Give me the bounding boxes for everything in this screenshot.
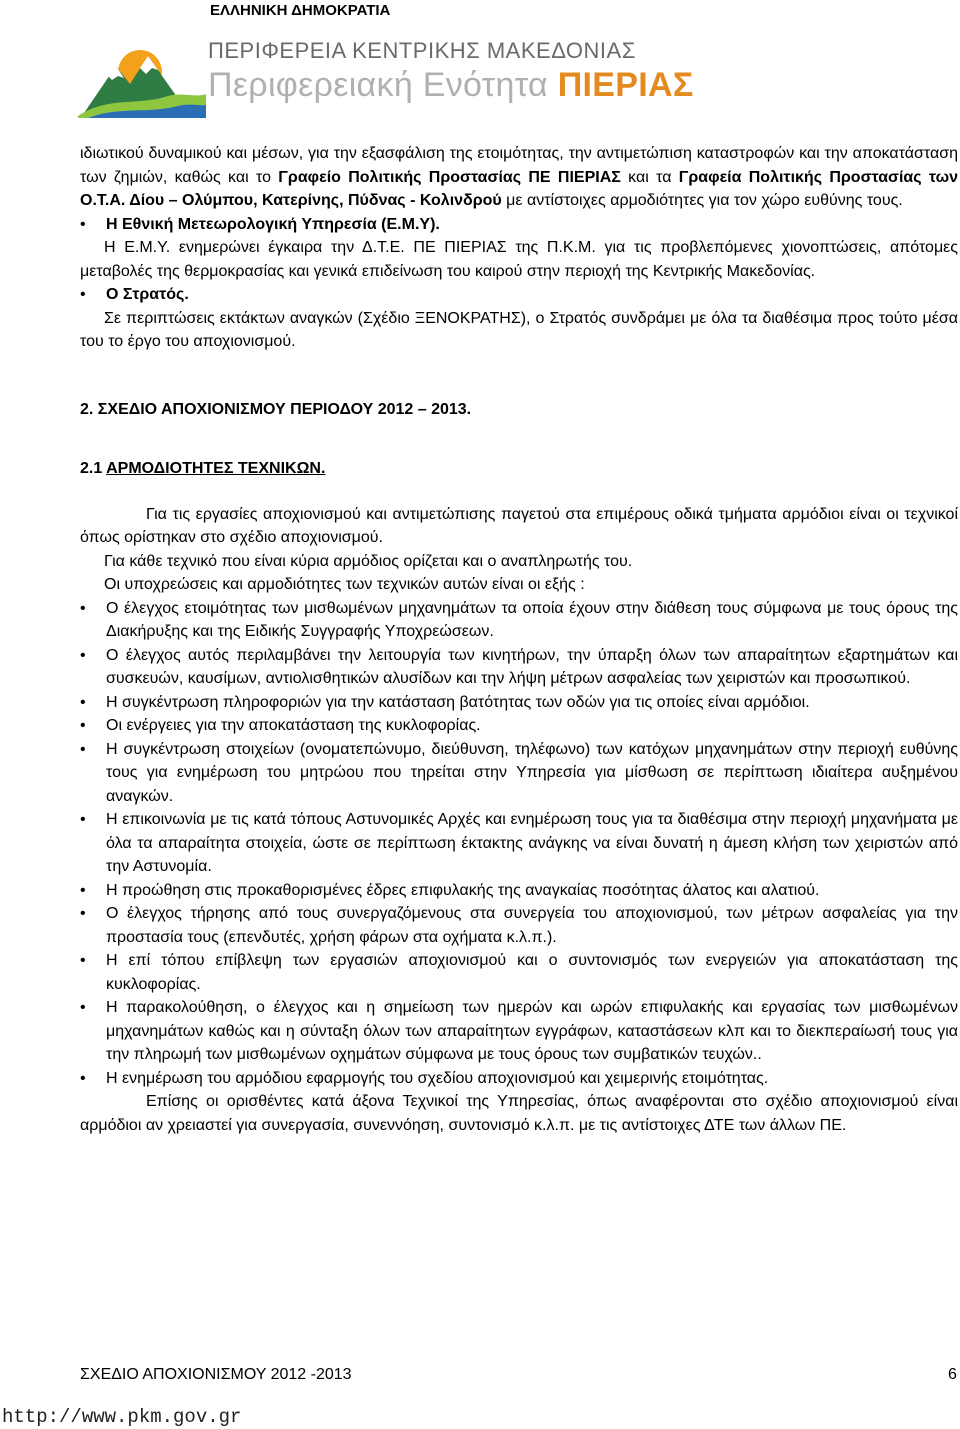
intro-text-2: και τα [620, 168, 679, 186]
list-item: • Η παρακολούθηση, ο έλεγχος και η σημείωση των ημερών και ωρών επιφυλακής και εργασίας των μισθωμένων μηχανημάτων καθώς και η σύνταξη όλων των απαραίτητων εγγράφων, καταστάσεων κλπ και το διεκπεραίωσή τους για την πληρωμή των μισθωμένων οχημάτων σύμφωνα με τους όρους των συμβατικών τευχών.. [80, 996, 958, 1067]
section-paragraph-2: Για κάθε τεχνικό που είναι κύρια αρμόδιος ορίζεται και ο αναπληρωτής του. [104, 552, 633, 570]
army-title: Ο Στρατός. [106, 286, 189, 303]
list-item: • Η συγκέντρωση πληροφοριών για την κατάσταση βατότητας των οδών για τις οποίες είναι αρμόδιοι. [80, 691, 958, 715]
closing-paragraph: Επίσης οι ορισθέντες κατά άξονα Τεχνικοί της Υπηρεσίας, όπως αναφέρονται στο σχέδιο αποχιονισμού είναι αρμόδιοι αν χρειαστεί για συνεργασία, συνεννόηση, συντονισμό κ.λ.π. με τις αντίστοιχες ΔΤΕ των άλλων ΠΕ. [80, 1093, 958, 1134]
emy-bullet [80, 213, 958, 237]
section-paragraph-1: Για τις εργασίες αποχιονισμού και αντιμετώπισης παγετού στα επιμέρους οδικά τμήματα αρμόδιοι είναι οι τεχνικοί όπως ορίστηκαν στο σχέδιο αποχιονισμού. [80, 505, 958, 546]
intro-text-1: ιδιωτικού δυναμικού και μέσων, για την εξασφάλιση της ετοιμότητας, την αντιμετώπιση καταστροφών και την αποκατάσταση των ζημιών, καθώς και το [80, 145, 958, 186]
subsection-heading: ΑΡΜΟΔΙΟΤΗΤΕΣ ΤΕΧΝΙΚΩΝ. [106, 460, 326, 477]
emy-title: Η Εθνική Μετεωρολογική Υπηρεσία (Ε.Μ.Υ). [106, 215, 440, 233]
emy-paragraph: Η Ε.Μ.Υ. ενημερώνει έγκαιρα την Δ.Τ.Ε. ΠΕ ΠΙΕΡΙΑΣ της Π.Κ.Μ. για τις προβλεπόμενες χιονοπτώσεις, απότομες μεταβολές της θερμοκρασίας και γενικά επιδείνωση του καιρού στην περιοχή της Κεντρικής Μακεδονίας. [80, 239, 958, 280]
list-item: • Η συγκέντρωση στοιχείων (ονοματεπώνυμο, διεύθυνση, τηλέφωνο) των κατόχων μηχανημάτων στην περιοχή ευθύνης τους για ενημέρωση του μητρώου που τηρείται στην Υπηρεσία για μίσθωση σε περίπτωση ιδιαίτερα αυξημένου αναγκών. [80, 738, 958, 809]
intro-text-3: με αντίστοιχες αρμοδιότητες για τον χώρο ευθύνης τους. [501, 192, 903, 209]
intro-paragraph [80, 142, 958, 213]
list-item: • Η προώθηση στις προκαθορισμένες έδρες επιφυλακής της αναγκαίας ποσότητας άλατος και αλατιού. [80, 879, 958, 903]
subsection-number: 2.1 [80, 460, 103, 477]
regional-unit-name [208, 66, 694, 105]
intro-bold-2: Γραφεία Πολιτικής Προστασίας των Ο.Τ.Α. Δίου – Ολύμπου, Κατερίνης, Πύδνας - Κολινδρού [80, 168, 959, 209]
intro-bold-1: Γραφείο Πολιτικής Προστασίας ΠΕ ΠΙΕΡΙΑΣ [278, 168, 621, 186]
list-item: • Ο έλεγχος αυτός περιλαμβάνει την λειτουργία των κινητήρων, την ύπαρξη όλων των απαραίτητων εξαρτημάτων και συσκευών, καυσίμων, αντιολισθητικών αλυσίδων και την λήψη μέτρων ασφαλείας των χειριστών και προσωπικού. [80, 644, 958, 691]
list-item: • Η ενημέρωση του αρμόδιου εφαρμογής του σχεδίου αποχιονισμού και χειμερινής ετοιμότητας. [80, 1067, 958, 1091]
region-name: ΠΕΡΙΦΕΡΕΙΑ ΚΕΝΤΡΙΚΗΣ ΜΑΚΕΔΟΝΙΑΣ [208, 38, 636, 63]
army-paragraph: Σε περιπτώσεις εκτάκτων αναγκών (Σχέδιο ΞΕΝΟΚΡΑΤΗΣ), ο Στρατός συνδράμει με όλα τα διαθέσιμα προς τούτο μέσα του το έργο του αποχιονισμού. [80, 309, 958, 350]
list-item: • Ο έλεγχος ετοιμότητας των μισθωμένων μηχανημάτων τα οποία έχουν στην διάθεση τους σύμφωνα με τους όρους της Διακήρυξης και της Ειδικής Συγγραφής Υποχρεώσεων. [80, 597, 958, 644]
section-paragraph-3: Οι υποχρεώσεις και αρμοδιότητες των τεχνικών αυτών είναι οι εξής : [104, 576, 585, 593]
mountain-sun-logo-icon [78, 26, 206, 118]
list-item: • Οι ενέργειες για την αποκατάσταση της κυκλοφορίας. [80, 714, 958, 738]
header-republic: ΕΛΛΗΝΙΚΗ ΔΗΜΟΚΡΑΤΙΑ [210, 2, 391, 19]
footer-doc-title: ΣΧΕΔΙΟ ΑΠΟΧΙΟΝΙΣΜΟΥ 2012 -2013 [80, 1366, 352, 1383]
section-title: 2. ΣΧΕΔΙΟ ΑΠΟΧΙΟΝΙΣΜΟΥ ΠΕΡΙΟΔΟΥ 2012 – 2013. [80, 400, 472, 418]
regional-unit-org: ΠΙΕΡΙΑΣ [557, 66, 694, 104]
duties-list [80, 597, 958, 1091]
regional-unit-prefix: Περιφερειακή Ενότητα [208, 66, 548, 104]
list-item: • Ο έλεγχος τήρησης από τους συνεργαζόμενους στα συνεργεία του αποχιονισμού, των μέτρων ασφαλείας για την προστασία τους (επενδυτές, χρήση φάρων στα οχήματα κ.λ.π.). [80, 902, 958, 949]
subsection-title [80, 457, 958, 481]
document-body [80, 142, 958, 1137]
source-url: http://www.pkm.gov.gr [2, 1406, 242, 1428]
list-item: • Η επικοινωνία με τις κατά τόπους Αστυνομικές Αρχές και ενημέρωση τους για τα διαθέσιμα στην περιοχή μηχανήματα με όλα τα απαραίτητα στοιχεία, ώστε σε περίπτωση έκτακτης ανάγκης να είναι δυνατή η άμεση κλήση των χειριστών από την Αστυνομία. [80, 808, 958, 879]
list-item: • Η επί τόπου επίβλεψη των εργασιών αποχιονισμού και ο συντονισμός των ενεργειών για αποκατάσταση της κυκλοφορίας. [80, 949, 958, 996]
army-bullet [80, 283, 958, 307]
page-number: 6 [948, 1366, 957, 1383]
